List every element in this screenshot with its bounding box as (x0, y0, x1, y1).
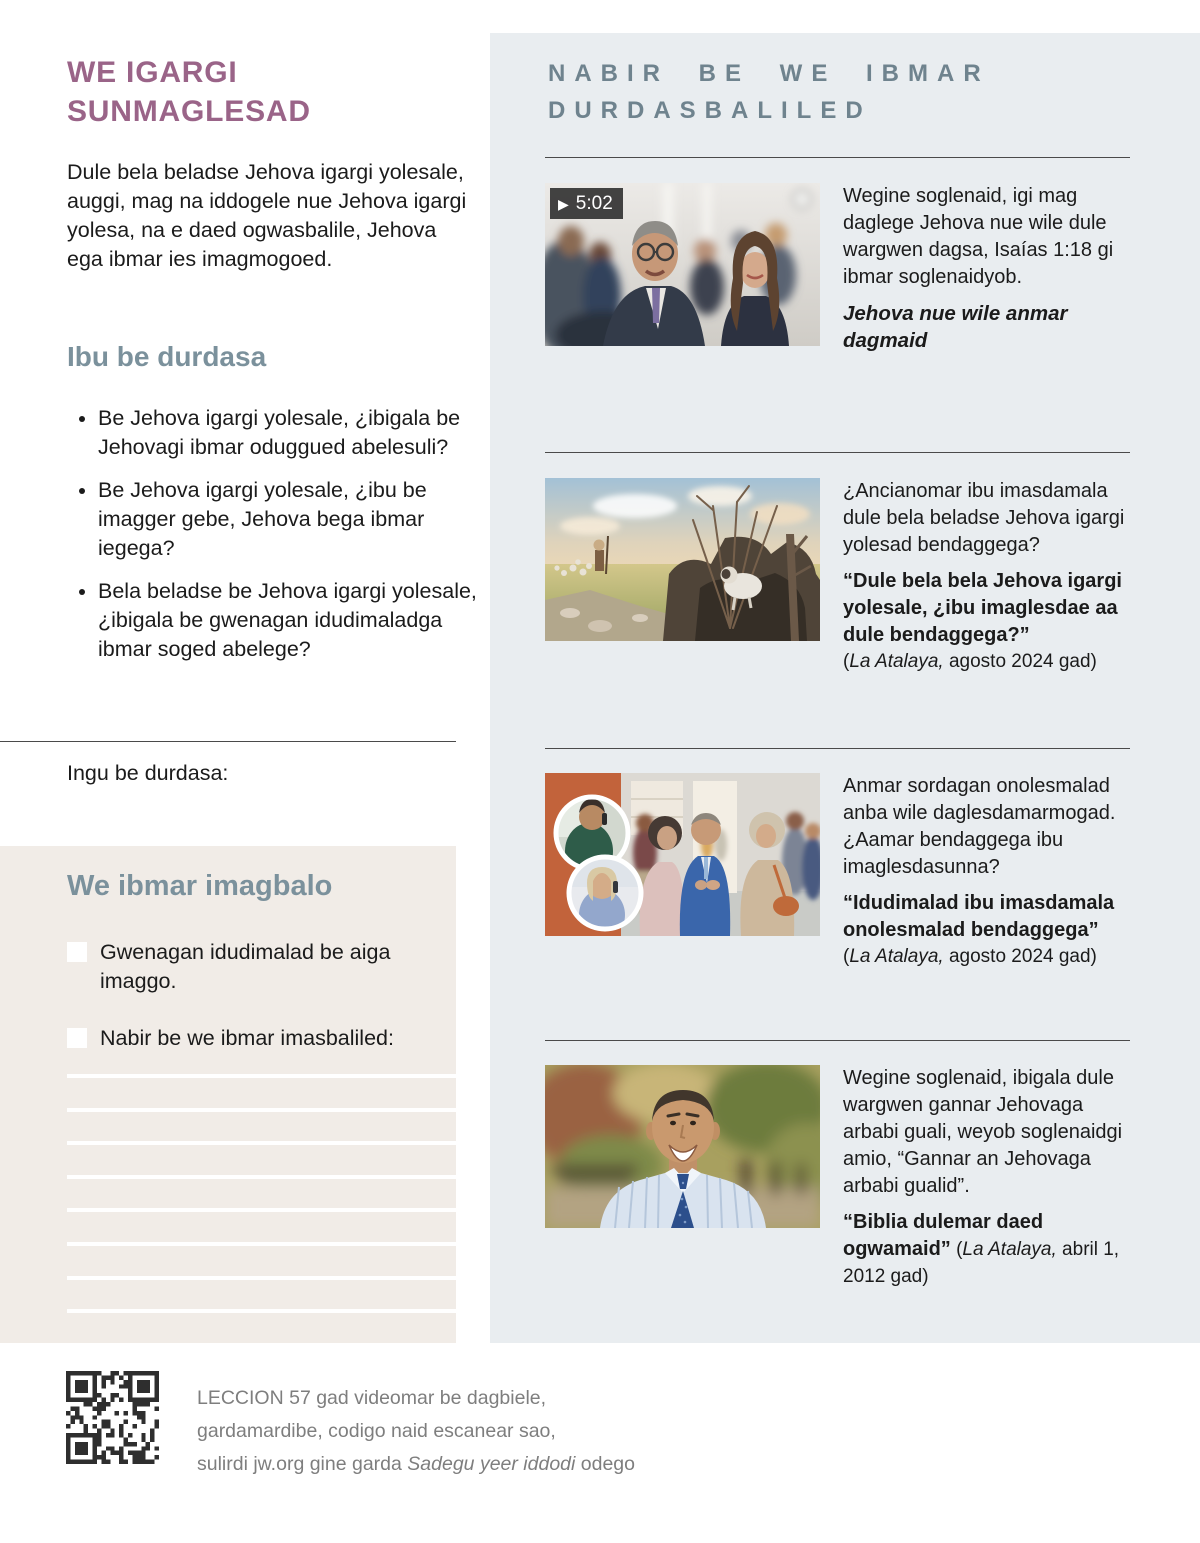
row-paragraph: Wegine soglenaid, igi mag daglege Jehova nue wile dule wargwen dagsa, Isaías 1:18 gi ibmar soglenaidyob. (843, 185, 1114, 288)
writing-line (67, 1141, 456, 1145)
panel-heading-line2: DURDASBALILED (548, 97, 872, 124)
footer-line3: sulirdi jw.org gine garda Sadegu yeer iddodi odego (197, 1453, 635, 1475)
panel-heading (548, 55, 990, 129)
publication-name: La Atalaya, (962, 1239, 1057, 1260)
questions-list (67, 404, 496, 678)
panel-heading-line1: NABIR BE WE IBMAR (548, 60, 990, 87)
writing-line (67, 1108, 456, 1112)
video-duration: 5:02 (575, 192, 613, 214)
article-quote: “Idudimalad ibu imasdamala onolesmalad bendaggega” (843, 892, 1115, 941)
row-text-block (843, 1065, 1138, 1290)
checkbox[interactable] (67, 1028, 87, 1048)
smiling-man-art (545, 1065, 820, 1228)
notes-box (0, 846, 456, 1343)
checklist-item (67, 1024, 435, 1053)
write-prompt: Ingu be durdasa: (67, 761, 229, 785)
row-paragraph: ¿Ancianomar ibu imasdamala dule bela beladse Jehova igargi yolesad bendaggega? (843, 480, 1125, 556)
article-quote-with-source: “Biblia dulemar daed ogwamaid” (La Atalaya, abril 1, 2012 gad) (843, 1211, 1120, 1287)
question-item: • Be Jehova igargi yolesale, ¿ibu be imagger gebe, Jehova bega ibmar iegega? (98, 476, 496, 563)
writing-line (67, 1242, 456, 1246)
lost-sheep-illustration (545, 478, 820, 641)
left-divider (0, 741, 456, 742)
footer-note (197, 1382, 737, 1481)
row-divider (545, 157, 1130, 158)
checkbox[interactable] (67, 942, 87, 962)
row-paragraph: Wegine soglenaid, ibigala dule wargwen gannar Jehovaga arbabi guali, weyob soglenaidgi amio, “Gannar an Jehovaga arbabi gualid”. (843, 1067, 1123, 1197)
qr-code-icon (66, 1371, 159, 1464)
row-divider (545, 452, 1130, 453)
writing-line (67, 1276, 456, 1280)
smiling-man-photo (545, 1065, 820, 1228)
article-source: (La Atalaya, agosto 2024 gad) (843, 651, 1097, 672)
footer-line1: LECCION 57 gad videomar be dagbiele, (197, 1387, 547, 1409)
notes-heading: We ibmar imagbalo (67, 870, 333, 902)
congregation-collage-art (545, 773, 820, 936)
row-text-block (843, 183, 1138, 354)
play-icon: ▶ (558, 195, 569, 212)
footer-line2: gardamardibe, codigo naid escanear sao, (197, 1420, 556, 1442)
video-duration-badge (550, 188, 623, 219)
congregation-collage (545, 773, 820, 936)
row-text-block (843, 478, 1138, 675)
publication-name: La Atalaya, (849, 651, 944, 672)
video-thumbnail[interactable] (545, 183, 820, 346)
writing-line (67, 1175, 456, 1179)
page-title-line2: SUNMAGLESAD (67, 95, 311, 128)
page-title-line1: WE IGARGI (67, 56, 238, 89)
video-title-reference: Jehova nue wile anmar dagmaid (843, 302, 1068, 352)
writing-line (67, 1074, 456, 1078)
row-divider (545, 748, 1130, 749)
question-item: • Bela beladse be Jehova igargi yolesale, ¿ibigala be gwenagan idudimaladga ibmar soged abelege? (98, 577, 496, 664)
checklist-label: Gwenagan idudimalad be aiga imaggo. (100, 940, 391, 993)
row-divider (545, 1040, 1130, 1041)
intro-paragraph: Dule bela beladse Jehova igargi yolesale, auggi, mag na iddogele nue Jehova igargi yolesa, na e daed ogwasbalile, Jehova ega ibmar ies imagmogoed. (67, 160, 467, 271)
note-lines (67, 1074, 456, 1324)
article-quote: “Dule bela bela Jehova igargi yolesale, ¿ibu imaglesdae aa dule bendaggega?” (843, 570, 1122, 646)
writing-line (67, 1208, 456, 1212)
questions-heading: Ibu be durdasa (67, 341, 267, 372)
article-source: (La Atalaya, agosto 2024 gad) (843, 946, 1097, 967)
checklist-label: Nabir be we ibmar imasbaliled: (100, 1026, 394, 1050)
row-paragraph: Anmar sordagan onolesmalad anba wile daglesdamarmogad. ¿Aamar bendaggega ibu imaglesdasunna? (843, 775, 1116, 878)
page-title (67, 53, 311, 131)
lost-sheep-art (545, 478, 820, 641)
question-item: • Be Jehova igargi yolesale, ¿ibigala be Jehovagi ibmar oduggued abelesuli? (98, 404, 496, 462)
row-text-block (843, 773, 1138, 970)
writing-line (67, 1309, 456, 1313)
checklist-item (67, 938, 435, 996)
publication-name: La Atalaya, (849, 946, 944, 967)
brochure-title: Sadegu yeer iddodi (407, 1453, 576, 1475)
